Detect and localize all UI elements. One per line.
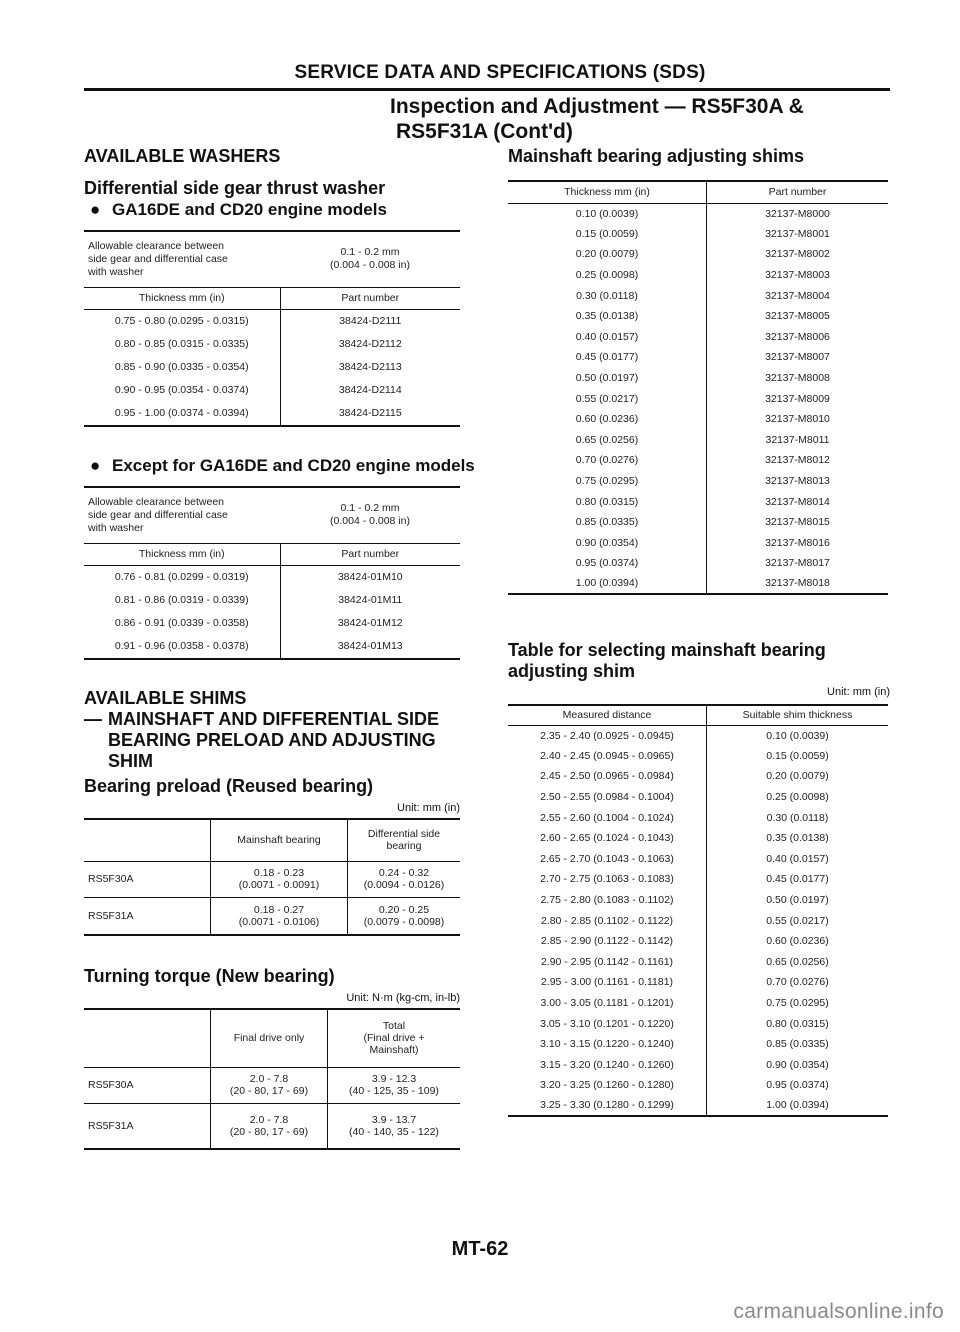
table-cell: 2.60 - 2.65 (0.1024 - 0.1043) bbox=[508, 828, 707, 849]
table-row bbox=[508, 450, 888, 471]
table-cell: 2.95 - 3.00 (0.1161 - 0.1181) bbox=[508, 972, 707, 993]
preload-diff bbox=[348, 861, 461, 897]
table-cell: 32137-M8009 bbox=[765, 392, 830, 405]
shims-line-3: BEARING PRELOAD AND ADJUSTING bbox=[108, 730, 436, 750]
bullet-icon: ● bbox=[90, 200, 101, 219]
table-cell: (0.0071 - 0.0106) bbox=[238, 915, 320, 928]
preload-table bbox=[84, 818, 460, 936]
table-cell: 2.35 - 2.40 (0.0925 - 0.0945) bbox=[508, 725, 707, 746]
table-cell: 32137-M8003 bbox=[765, 269, 830, 282]
table-cell: 32137-M8010 bbox=[765, 413, 830, 426]
table-cell: 2.0 - 7.8 bbox=[249, 1073, 289, 1085]
clearance-value bbox=[280, 231, 460, 287]
table-cell: 32137-M8002 bbox=[765, 248, 830, 261]
table-cell: 38424-D2112 bbox=[338, 337, 402, 350]
torque-col-total-3: Mainshaft) bbox=[369, 1044, 419, 1057]
table-cell: 2.75 - 2.80 (0.1083 - 0.1102) bbox=[508, 890, 707, 911]
table-cell: (0.0094 - 0.0126) bbox=[363, 879, 445, 891]
torque-heading: Turning torque (New bearing) bbox=[84, 966, 335, 986]
table-row bbox=[508, 265, 888, 286]
table-cell: 0.81 - 0.86 (0.0319 - 0.0339) bbox=[84, 588, 280, 611]
table-cell: 0.60 (0.0236) bbox=[766, 935, 829, 948]
table-cell: 3.10 - 3.15 (0.1220 - 0.1240) bbox=[508, 1034, 707, 1055]
table-cell: 2.70 - 2.75 (0.1063 - 0.1083) bbox=[508, 869, 707, 890]
table-cell: (20 - 80, 17 - 69) bbox=[229, 1085, 309, 1097]
selection-rows bbox=[508, 725, 888, 1116]
table-cell: 0.30 (0.0118) bbox=[766, 811, 829, 824]
table-cell: 32137-M8017 bbox=[765, 557, 830, 570]
table-cell: 0.18 - 0.23 bbox=[253, 867, 305, 879]
table-row bbox=[508, 910, 888, 931]
table-cell: 32137-M8014 bbox=[765, 495, 830, 508]
torque-col-total-1: Total bbox=[382, 1020, 406, 1033]
table-row bbox=[508, 1013, 888, 1034]
table-cell: 38424-01M12 bbox=[337, 616, 403, 629]
table-row bbox=[508, 993, 888, 1014]
table-cell: 0.65 (0.0256) bbox=[508, 430, 707, 451]
table-row bbox=[508, 972, 888, 993]
table-cell: 38424-D2113 bbox=[338, 360, 402, 373]
table-cell: 0.95 (0.0374) bbox=[508, 553, 707, 574]
table-cell: (40 - 125, 35 - 109) bbox=[349, 1085, 439, 1097]
table-cell: 0.35 (0.0138) bbox=[508, 306, 707, 327]
table-cell: 1.00 (0.0394) bbox=[508, 574, 707, 595]
table-row bbox=[508, 327, 888, 348]
table-row bbox=[508, 890, 888, 911]
bullet-ga16de bbox=[90, 200, 387, 220]
table-cell: 0.90 - 0.95 (0.0354 - 0.0374) bbox=[84, 378, 280, 401]
table-cell: 0.40 (0.0157) bbox=[766, 852, 829, 865]
shim-rows bbox=[508, 203, 888, 594]
table-cell: 3.25 - 3.30 (0.1280 - 0.1299) bbox=[508, 1096, 707, 1117]
clearance-label-3: with washer bbox=[88, 265, 144, 278]
table-cell: 2.90 - 2.95 (0.1142 - 0.1161) bbox=[508, 952, 707, 973]
torque-unit: Unit: N·m (kg-cm, in-lb) bbox=[346, 992, 460, 1004]
table-cell: 2.40 - 2.45 (0.0945 - 0.0965) bbox=[508, 746, 707, 767]
table-row bbox=[508, 952, 888, 973]
col-thickness: Thickness mm (in) bbox=[84, 543, 280, 565]
table-cell: 0.18 - 0.27 bbox=[253, 903, 305, 916]
table-cell: 32137-M8016 bbox=[765, 536, 830, 549]
table-cell: 32137-M8005 bbox=[765, 310, 830, 323]
table-row bbox=[508, 1075, 888, 1096]
table-row bbox=[508, 849, 888, 870]
table-row bbox=[508, 306, 888, 327]
torque-total bbox=[328, 1067, 461, 1103]
table-cell: (40 - 140, 35 - 122) bbox=[349, 1125, 439, 1138]
table-cell: 0.10 (0.0039) bbox=[508, 203, 707, 224]
clearance-label-1: Allowable clearance between bbox=[88, 239, 225, 252]
table-cell: 32137-M8018 bbox=[765, 577, 830, 590]
table-cell: 0.80 (0.0315) bbox=[766, 1017, 829, 1030]
shims-line-1: AVAILABLE SHIMS bbox=[84, 688, 247, 708]
table-cell: 0.50 (0.0197) bbox=[508, 368, 707, 389]
table-cell: 0.35 (0.0138) bbox=[766, 832, 829, 845]
table-row bbox=[508, 746, 888, 767]
torque-fd bbox=[211, 1103, 328, 1149]
preload-unit: Unit: mm (in) bbox=[397, 802, 460, 814]
table-cell: 0.70 (0.0276) bbox=[766, 976, 829, 989]
bullet-ga16de-text: GA16DE and CD20 engine models bbox=[112, 200, 387, 219]
preload-model: RS5F31A bbox=[84, 897, 211, 935]
clearance-label-2: side gear and differential case bbox=[88, 508, 228, 521]
col-suitable: Suitable shim thickness bbox=[707, 705, 889, 725]
table-row bbox=[508, 285, 888, 306]
table-cell: 2.50 - 2.55 (0.0984 - 0.1004) bbox=[508, 787, 707, 808]
table-cell: 0.75 (0.0295) bbox=[766, 997, 829, 1010]
preload-main bbox=[211, 897, 348, 935]
table-cell: 32137-M8006 bbox=[765, 330, 830, 343]
table-cell: 0.85 - 0.90 (0.0335 - 0.0354) bbox=[84, 355, 280, 378]
available-washers-heading: AVAILABLE WASHERS bbox=[84, 146, 281, 166]
header-rule bbox=[84, 88, 890, 91]
table-cell: 32137-M8011 bbox=[765, 433, 830, 446]
diff-washer-heading: Differential side gear thrust washer bbox=[84, 178, 386, 198]
table-cell: 3.9 - 12.3 bbox=[371, 1073, 417, 1085]
table-cell: (0.0071 - 0.0091) bbox=[238, 879, 320, 891]
preload-col-diff bbox=[348, 819, 461, 861]
table-row bbox=[508, 491, 888, 512]
col-part-number: Part number bbox=[280, 287, 460, 309]
preload-col-diff-2: bearing bbox=[386, 840, 422, 853]
table-cell: 0.10 (0.0039) bbox=[766, 729, 829, 742]
washer-table-a bbox=[84, 230, 460, 427]
clearance-label-1: Allowable clearance between bbox=[88, 495, 225, 508]
clearance-value-in: (0.004 - 0.008 in) bbox=[330, 259, 410, 272]
selection-unit: Unit: mm (in) bbox=[827, 686, 890, 698]
table-row bbox=[508, 533, 888, 554]
table-cell: 0.85 (0.0335) bbox=[766, 1038, 829, 1051]
table-row bbox=[508, 430, 888, 451]
table-row bbox=[508, 725, 888, 746]
subtitle-line-1: Inspection and Adjustment — RS5F30A & bbox=[390, 95, 804, 118]
table-cell: 0.40 (0.0157) bbox=[508, 327, 707, 348]
table-row bbox=[508, 787, 888, 808]
table-cell: 0.95 - 1.00 (0.0374 - 0.0394) bbox=[84, 401, 280, 426]
table-cell: 0.50 (0.0197) bbox=[766, 894, 829, 907]
clearance-value-in: (0.004 - 0.008 in) bbox=[330, 515, 410, 528]
table-row bbox=[508, 347, 888, 368]
preload-main bbox=[211, 861, 348, 897]
mainshaft-shims-heading: Mainshaft bearing adjusting shims bbox=[508, 146, 805, 166]
table-row bbox=[508, 224, 888, 245]
table-row bbox=[508, 1034, 888, 1055]
section-subtitle bbox=[390, 94, 860, 144]
clearance-label bbox=[84, 231, 280, 287]
table-row bbox=[508, 203, 888, 224]
selection-heading-2: adjusting shim bbox=[508, 661, 636, 681]
torque-model: RS5F31A bbox=[84, 1103, 211, 1149]
table-cell: 32137-M8015 bbox=[765, 516, 830, 529]
selection-table bbox=[508, 704, 888, 1117]
table-cell: 0.85 (0.0335) bbox=[508, 512, 707, 533]
torque-model: RS5F30A bbox=[84, 1067, 211, 1103]
table-row bbox=[508, 512, 888, 533]
table-cell: 0.15 (0.0059) bbox=[766, 749, 829, 762]
table-row bbox=[508, 1055, 888, 1076]
torque-table bbox=[84, 1008, 460, 1150]
torque-fd bbox=[211, 1067, 328, 1103]
table-cell: 0.90 (0.0354) bbox=[766, 1058, 829, 1071]
table-cell: 0.45 (0.0177) bbox=[508, 347, 707, 368]
table-cell: 38424-01M13 bbox=[337, 640, 403, 652]
clearance-label-3: with washer bbox=[88, 521, 144, 534]
preload-col-main: Mainshaft bearing bbox=[211, 819, 348, 861]
table-cell: 2.45 - 2.50 (0.0965 - 0.0984) bbox=[508, 766, 707, 787]
clearance-value-mm: 0.1 - 0.2 mm bbox=[340, 246, 400, 259]
table-cell: 0.70 (0.0276) bbox=[508, 450, 707, 471]
clearance-value bbox=[280, 487, 460, 543]
preload-col-diff-1: Differential side bbox=[367, 828, 441, 841]
table-cell: 0.24 - 0.32 bbox=[378, 867, 430, 879]
table-cell: 3.00 - 3.05 (0.1181 - 0.1201) bbox=[508, 993, 707, 1014]
table-cell: 0.60 (0.0236) bbox=[508, 409, 707, 430]
table-row bbox=[508, 828, 888, 849]
selection-heading-1: Table for selecting mainshaft bearing bbox=[508, 640, 826, 660]
table-cell: 2.55 - 2.60 (0.1004 - 0.1024) bbox=[508, 807, 707, 828]
table-cell: 32137-M8004 bbox=[765, 289, 830, 302]
torque-col-total bbox=[328, 1009, 461, 1067]
table-cell: 2.65 - 2.70 (0.1043 - 0.1063) bbox=[508, 849, 707, 870]
torque-total bbox=[328, 1103, 461, 1149]
table-row bbox=[508, 869, 888, 890]
table-cell: 0.25 (0.0098) bbox=[766, 791, 829, 804]
table-cell: 32137-M8008 bbox=[765, 372, 830, 385]
table-row bbox=[508, 807, 888, 828]
table-cell: 0.45 (0.0177) bbox=[766, 873, 829, 886]
table-cell: 0.20 (0.0079) bbox=[766, 770, 829, 783]
table-row bbox=[508, 766, 888, 787]
table-cell: 38424-D2111 bbox=[339, 314, 402, 327]
table-cell: 0.86 - 0.91 (0.0339 - 0.0358) bbox=[84, 611, 280, 634]
washer-table-b bbox=[84, 486, 460, 660]
table-cell: 32137-M8012 bbox=[765, 454, 830, 467]
mainshaft-shim-table bbox=[508, 180, 888, 595]
table-cell: 32137-M8013 bbox=[765, 475, 830, 488]
table-cell: 0.91 - 0.96 (0.0358 - 0.0378) bbox=[84, 634, 280, 659]
clearance-label-2: side gear and differential case bbox=[88, 252, 228, 265]
table-row bbox=[508, 931, 888, 952]
clearance-label bbox=[84, 487, 280, 543]
table-cell: 38424-01M11 bbox=[338, 593, 403, 606]
torque-col-total-2: (Final drive + bbox=[363, 1032, 425, 1045]
table-cell: 0.95 (0.0374) bbox=[766, 1079, 829, 1092]
table-cell: 2.85 - 2.90 (0.1122 - 0.1142) bbox=[508, 931, 707, 952]
table-cell: 0.20 (0.0079) bbox=[508, 244, 707, 265]
table-row bbox=[508, 553, 888, 574]
table-cell: 1.00 (0.0394) bbox=[766, 1099, 829, 1112]
table-row bbox=[508, 409, 888, 430]
table-cell: 32137-M8000 bbox=[765, 207, 830, 220]
selection-table-heading bbox=[508, 640, 888, 682]
table-cell: 0.76 - 0.81 (0.0299 - 0.0319) bbox=[84, 565, 280, 588]
table-cell: 3.15 - 3.20 (0.1240 - 0.1260) bbox=[508, 1055, 707, 1076]
table-row bbox=[508, 244, 888, 265]
table-cell: 0.20 - 0.25 bbox=[378, 903, 430, 916]
col-thickness: Thickness mm (in) bbox=[84, 287, 280, 309]
bullet-icon: ● bbox=[90, 456, 101, 475]
table-cell: 3.05 - 3.10 (0.1201 - 0.1220) bbox=[508, 1013, 707, 1034]
bullet-except bbox=[90, 456, 475, 476]
preload-model: RS5F30A bbox=[84, 861, 211, 897]
watermark: carmanualsonline.info bbox=[733, 1300, 944, 1323]
table-cell: 38424-D2114 bbox=[338, 383, 402, 396]
table-cell: 0.25 (0.0098) bbox=[508, 265, 707, 286]
table-cell: 32137-M8007 bbox=[765, 351, 830, 364]
table-cell: 0.65 (0.0256) bbox=[766, 955, 829, 968]
table-cell: 38424-01M10 bbox=[337, 570, 403, 583]
table-cell: 0.55 (0.0217) bbox=[508, 388, 707, 409]
table-cell: (20 - 80, 17 - 69) bbox=[229, 1125, 309, 1138]
available-shims-heading bbox=[84, 688, 464, 772]
table-cell: 32137-M8001 bbox=[765, 227, 830, 240]
page-title: SERVICE DATA AND SPECIFICATIONS (SDS) bbox=[294, 62, 706, 83]
table-cell: 0.80 (0.0315) bbox=[508, 491, 707, 512]
clearance-value-mm: 0.1 - 0.2 mm bbox=[340, 502, 400, 515]
table-cell: 38424-D2115 bbox=[338, 407, 402, 419]
col-part-number: Part number bbox=[280, 543, 460, 565]
page-number: MT-62 bbox=[451, 1238, 509, 1260]
col-thickness: Thickness mm (in) bbox=[508, 181, 707, 203]
table-cell: 3.20 - 3.25 (0.1260 - 0.1280) bbox=[508, 1075, 707, 1096]
table-cell: 0.90 (0.0354) bbox=[508, 533, 707, 554]
table-cell: 0.30 (0.0118) bbox=[508, 285, 707, 306]
table-cell: 0.75 - 0.80 (0.0295 - 0.0315) bbox=[84, 309, 280, 332]
table-cell: 2.80 - 2.85 (0.1102 - 0.1122) bbox=[508, 910, 707, 931]
table-cell: 0.15 (0.0059) bbox=[508, 224, 707, 245]
preload-diff bbox=[348, 897, 461, 935]
table-row bbox=[508, 388, 888, 409]
table-row bbox=[508, 471, 888, 492]
table-row bbox=[508, 574, 888, 595]
table-cell: 0.75 (0.0295) bbox=[508, 471, 707, 492]
shims-line-2: — MAINSHAFT AND DIFFERENTIAL SIDE bbox=[84, 709, 439, 729]
torque-col-fd: Final drive only bbox=[211, 1009, 328, 1067]
table-row bbox=[508, 1096, 888, 1117]
col-measured: Measured distance bbox=[508, 705, 707, 725]
col-part-number: Part number bbox=[707, 181, 889, 203]
shims-line-2-text: MAINSHAFT AND DIFFERENTIAL SIDE bbox=[108, 709, 439, 729]
shims-line-4: SHIM bbox=[108, 751, 153, 771]
table-cell: 0.80 - 0.85 (0.0315 - 0.0335) bbox=[84, 332, 280, 355]
table-cell: 3.9 - 13.7 bbox=[371, 1113, 417, 1126]
table-row bbox=[508, 368, 888, 389]
subtitle-line-2: RS5F31A (Cont'd) bbox=[396, 120, 573, 143]
bullet-except-text: Except for GA16DE and CD20 engine models bbox=[112, 456, 475, 475]
table-cell: 2.0 - 7.8 bbox=[249, 1113, 289, 1126]
table-cell: (0.0079 - 0.0098) bbox=[363, 915, 445, 928]
preload-heading: Bearing preload (Reused bearing) bbox=[84, 776, 374, 796]
table-cell: 0.55 (0.0217) bbox=[766, 914, 829, 927]
